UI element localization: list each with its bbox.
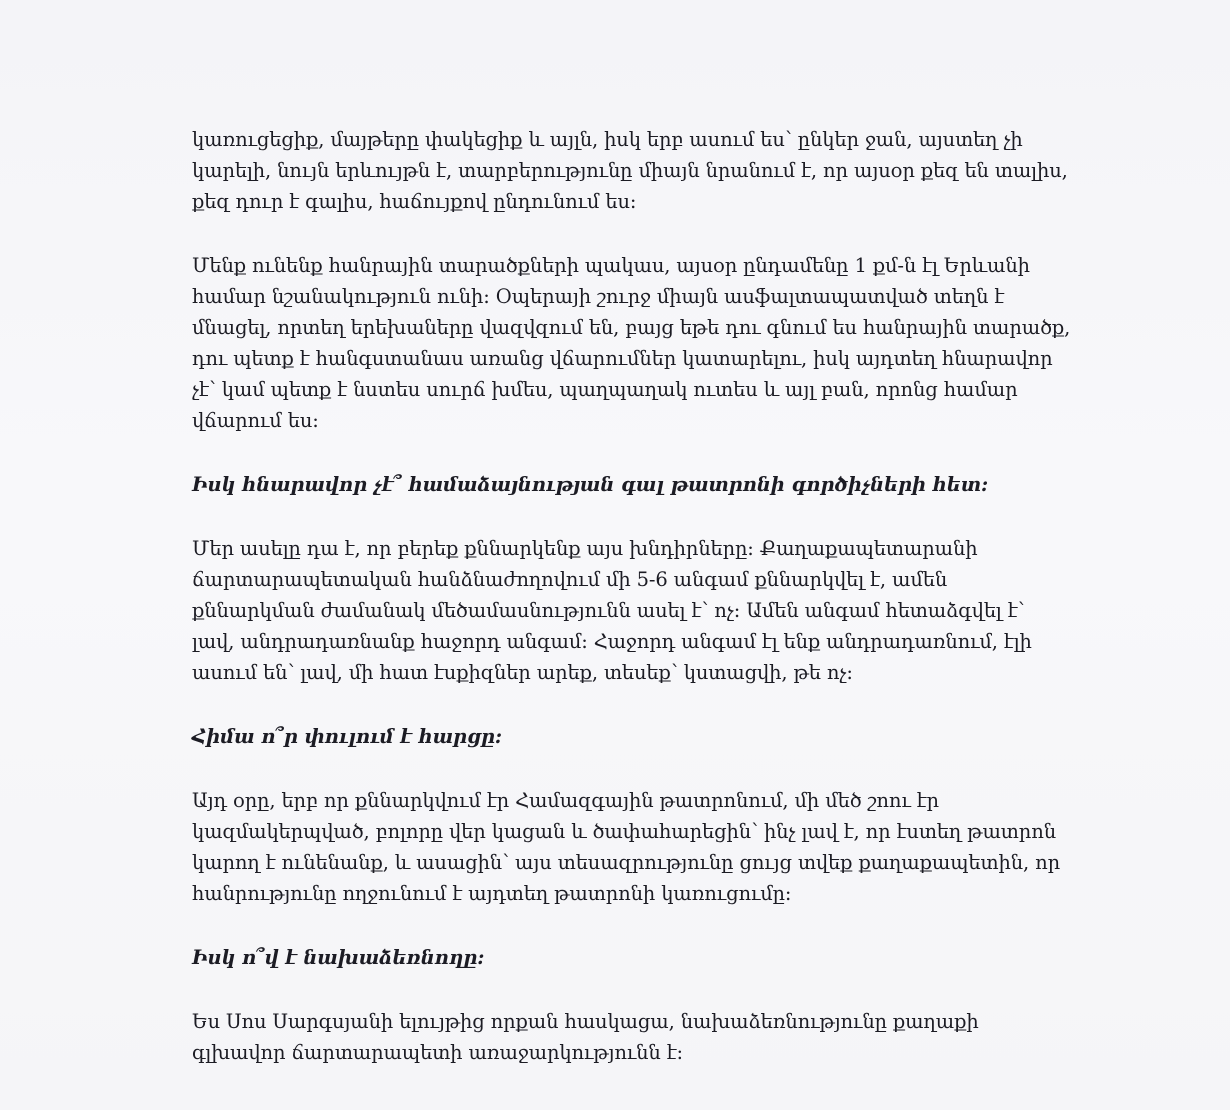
question-1 [192, 469, 1122, 500]
text-line: կարող է ունենանք, և ասացին՝ այս տեսազրությունը ցույց տվեք քաղաքապետին, որ [192, 851, 1060, 874]
paragraph-3 [192, 533, 1122, 688]
text-line: դու պետք է հանգստանաս առանց վճարումներ կատարելու, իսկ այդտեղ հնարավոր [192, 347, 1053, 370]
question-3 [192, 942, 1122, 973]
text-line: Մենք ունենք հանրային տարածքների պակաս, այսօր ընդամենը 1 քմ-ն էլ Երևանի [192, 254, 1030, 277]
text-line: լավ, անդրադառնանք հաջորդ անգամ: Հաջորդ անգամ էլ ենք անդրադառնում, էլի [192, 630, 1032, 653]
question-line: Հիմա ո՞ր փուլում է հարցը: [192, 725, 502, 748]
text-line: վճարում ես: [192, 409, 319, 432]
text-line: Մեր ասելը դա է, որ բերեք քննարկենք այս խնդիրները: Քաղաքապետարանի [192, 537, 978, 560]
document-body [192, 124, 1122, 1101]
text-line: կազմակերպված, բոլորը վեր կացան և ծափահարեցին՝ ինչ լավ է, որ էստեղ թատրոն [192, 820, 1056, 843]
paragraph-2 [192, 250, 1122, 436]
text-line: Այդ օրը, երբ որ քննարկվում էր Համազգային թատրոնում, մի մեծ շոու էր [192, 789, 939, 812]
text-line: ասում են՝ լավ, մի հատ էսքիզներ արեք, տեսեք՝ կստացվի, թե ոչ: [192, 661, 853, 684]
text-line: քեզ դուր է գալիս, հաճույքով ընդունում ես: [192, 190, 637, 213]
paragraph-5 [192, 1006, 1122, 1068]
paragraph-4 [192, 785, 1122, 909]
question-2 [192, 721, 1122, 752]
question-line: Իսկ ո՞վ է նախաձեռնողը: [192, 946, 485, 969]
text-line: չէ՝ կամ պետք է նստես սուրճ խմես, պաղպաղակ ուտես և այլ բան, որոնց համար [192, 378, 1018, 401]
text-line: ճարտարապետական հանձնաժողովում մի 5-6 անգամ քննարկվել է, ամեն [192, 568, 948, 591]
text-line: գլխավոր ճարտարապետի առաջարկությունն է: [192, 1041, 683, 1064]
text-line: կառուցեցիք, մայթերը փակեցիք և այլն, իսկ երբ ասում ես՝ ընկեր ջան, այստեղ չի [192, 128, 1023, 151]
question-line: Իսկ հնարավոր չէ՞ համաձայնության գալ թատրոնի գործիչների հետ: [192, 473, 989, 496]
text-line: Ես Սոս Սարգսյանի ելույթից որքան հասկացա, նախաձեռնությունը քաղաքի [192, 1010, 979, 1033]
text-line: կարելի, նույն երևույթն է, տարբերությունը միայն նրանում է, որ այսօր քեզ են տալիս, [192, 159, 1068, 182]
text-line: համար նշանակություն ունի: Օպերայի շուրջ միայն ասֆալտապատված տեղն է [192, 285, 1005, 308]
text-line: մնացել, որտեղ երեխաները վազվզում են, բայց եթե դու գնում ես հանրային տարածք, [192, 316, 1071, 339]
text-line: քննարկման ժամանակ մեծամասնությունն ասել է՝ ոչ: Ամեն անգամ հետաձգվել է՝ [192, 599, 1025, 622]
text-line: հանրությունը ողջունում է այդտեղ թատրոնի կառուցումը: [192, 882, 792, 905]
paragraph-1 [192, 124, 1122, 217]
